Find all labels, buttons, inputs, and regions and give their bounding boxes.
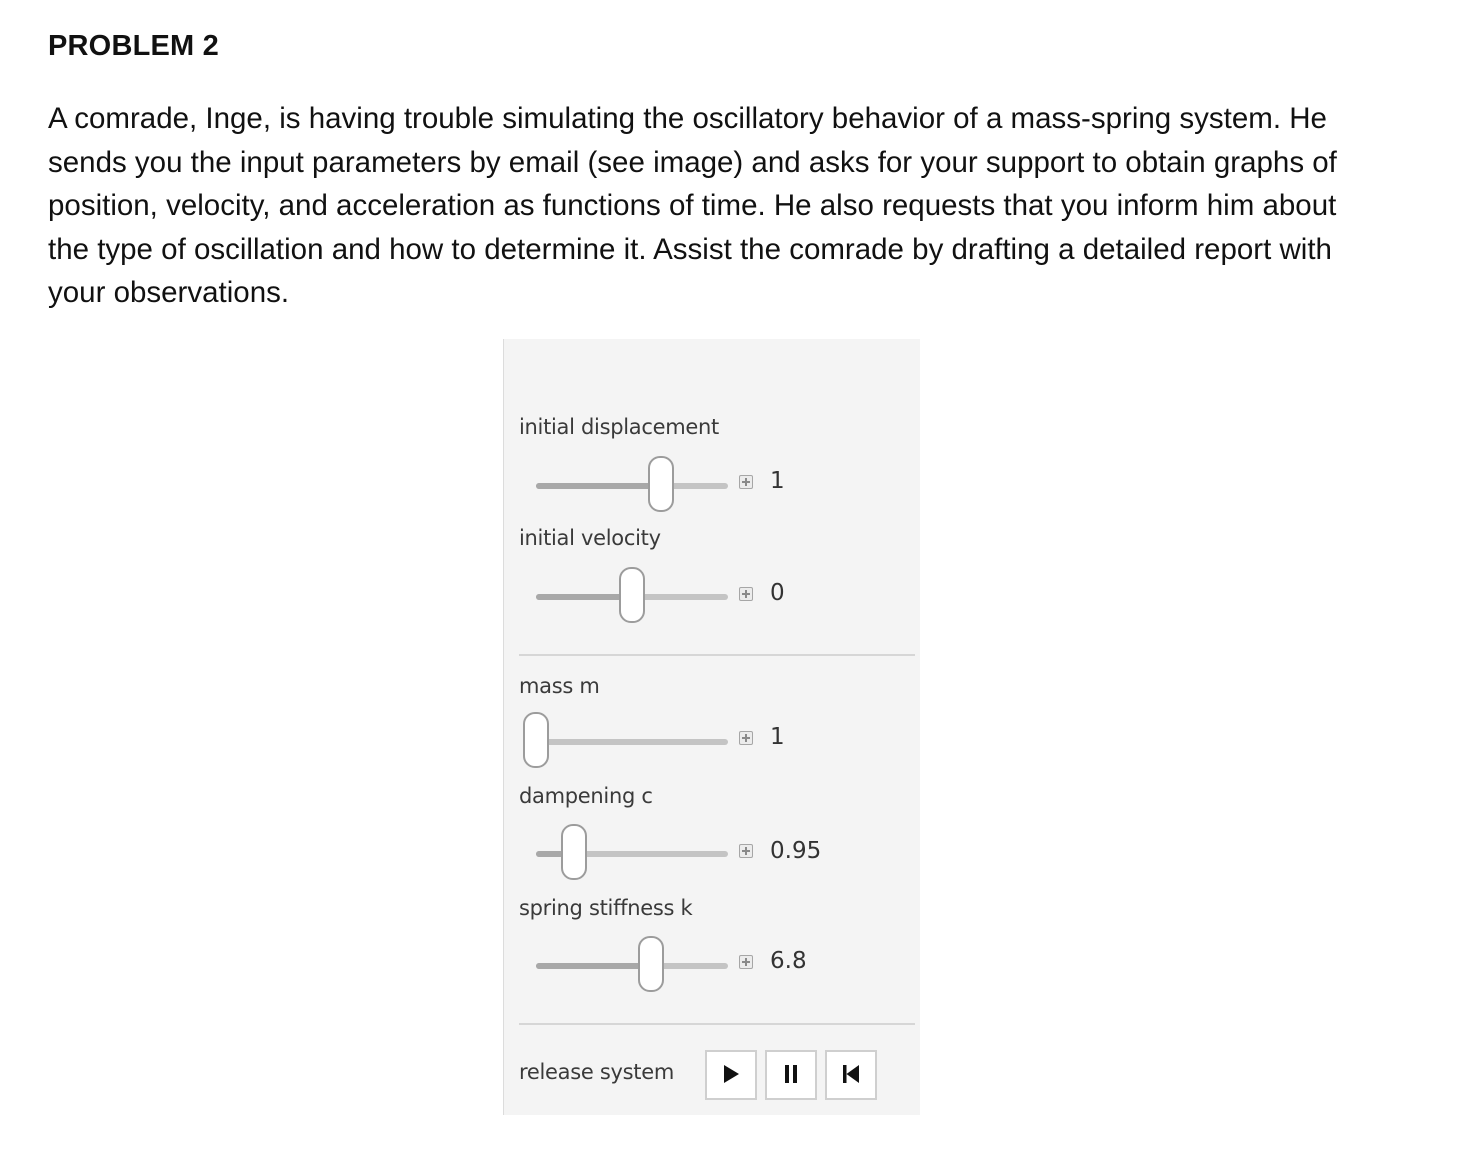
mass-label: mass m [519, 674, 600, 698]
mass-slider[interactable] [536, 712, 728, 772]
mass-value: 1 [770, 724, 785, 750]
pause-icon [783, 1064, 799, 1087]
slider-thumb[interactable] [523, 712, 549, 768]
pause-button[interactable] [765, 1050, 817, 1100]
section-divider [519, 654, 915, 656]
expand-plus-icon[interactable] [739, 587, 753, 601]
initial-displacement-slider[interactable] [536, 456, 728, 516]
slider-thumb[interactable] [648, 456, 674, 512]
slider-fill [536, 594, 632, 600]
initial-velocity-value: 0 [770, 580, 785, 606]
spring-stiffness-value: 6.8 [770, 948, 807, 974]
play-button[interactable] [705, 1050, 757, 1100]
slider-track[interactable] [536, 739, 728, 745]
initial-displacement-label: initial displacement [519, 415, 719, 439]
problem-line: your observations. [48, 276, 290, 309]
initial-velocity-label: initial velocity [519, 526, 661, 550]
problem-line: sends you the input parameters by email (see image) and asks for your support to obtain graphs of [48, 145, 1337, 179]
spring-stiffness-label: spring stiffness k [519, 896, 693, 920]
expand-plus-icon[interactable] [739, 731, 753, 745]
slider-thumb[interactable] [619, 567, 645, 623]
problem-line: the type of oscillation and how to determine it. Assist the comrade by drafting a detailed report with [48, 232, 1332, 266]
problem-line: position, velocity, and acceleration as functions of time. He also requests that you inform him about [48, 189, 1337, 222]
initial-velocity-slider[interactable] [536, 567, 728, 627]
simulation-control-panel [503, 339, 920, 1115]
problem-title: PROBLEM 2 [48, 30, 219, 62]
expand-plus-icon[interactable] [739, 475, 753, 489]
slider-fill [536, 483, 661, 489]
dampening-slider[interactable] [536, 824, 728, 884]
section-divider [519, 1023, 915, 1025]
slider-thumb[interactable] [638, 936, 664, 992]
spring-stiffness-slider[interactable] [536, 936, 728, 996]
dampening-label: dampening c [519, 784, 653, 808]
dampening-value: 0.95 [770, 838, 822, 864]
reset-button[interactable] [825, 1050, 877, 1100]
problem-line: A comrade, Inge, is having trouble simulating the oscillatory behavior of a mass-spring system. He [48, 102, 1327, 135]
play-icon [722, 1064, 740, 1087]
expand-plus-icon[interactable] [739, 844, 753, 858]
expand-plus-icon[interactable] [739, 955, 753, 969]
initial-displacement-value: 1 [770, 468, 785, 494]
slider-thumb[interactable] [561, 824, 587, 880]
release-system-label: release system [519, 1060, 674, 1084]
problem-statement [48, 97, 1388, 315]
slider-fill [536, 963, 651, 969]
skip-to-start-icon [841, 1064, 861, 1087]
